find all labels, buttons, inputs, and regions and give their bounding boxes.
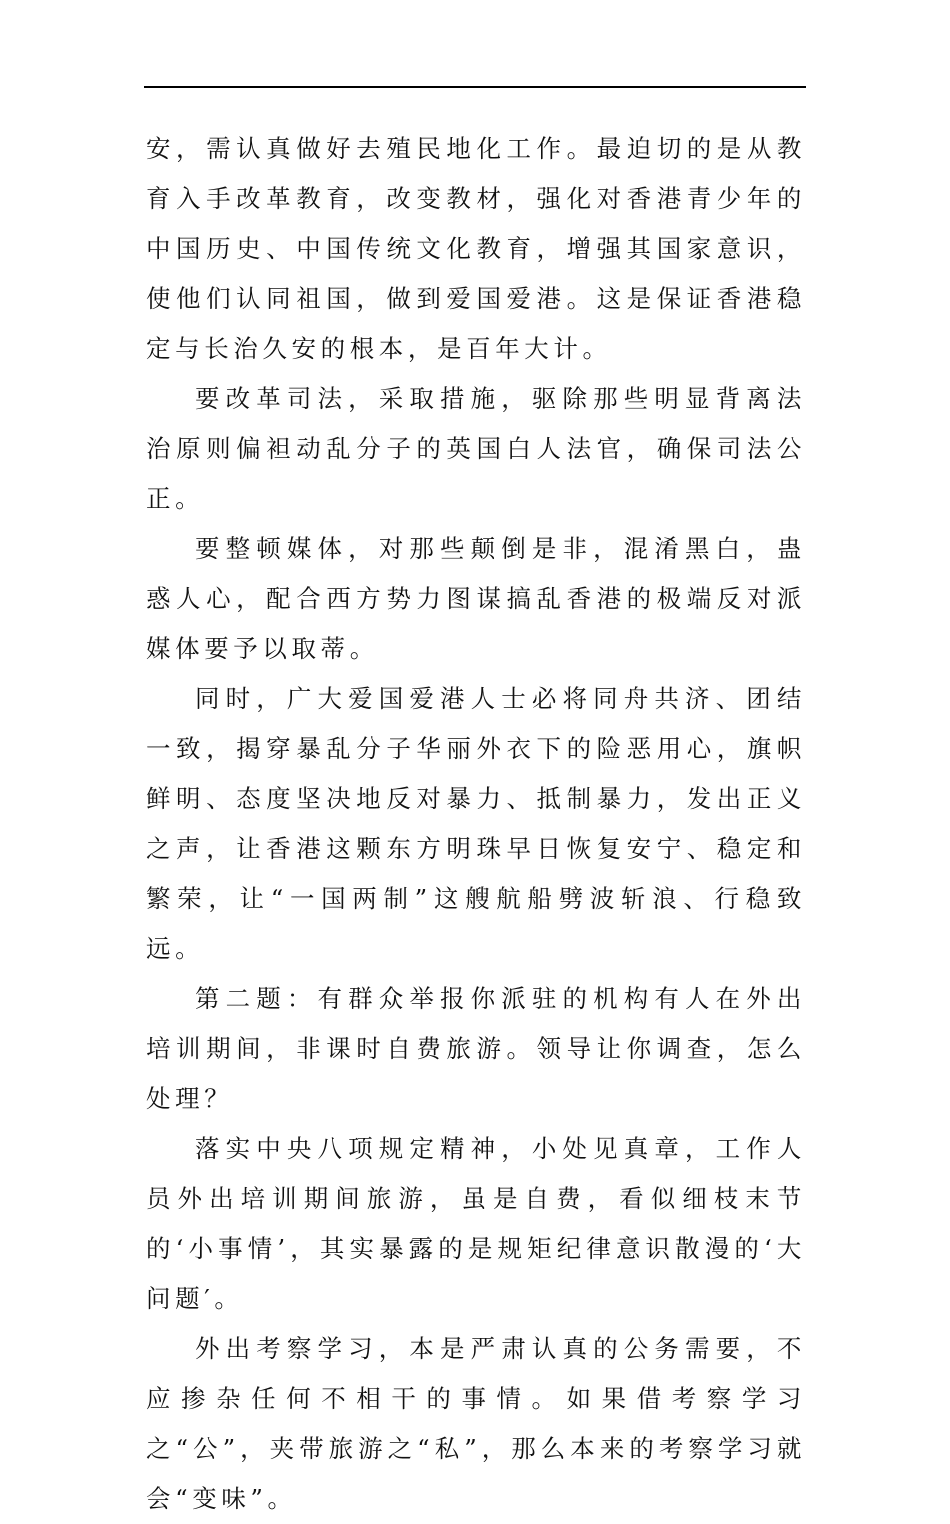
paragraph-eight-rules: 落实中央八项规定精神，小处见真章，工作人员外出培训期间旅游，虽是自费，看似细枝末节的‘小事情’，其实暴露的是规矩纪律意识散漫的‘大问题′。: [146, 1134, 806, 1313]
document-body: [146, 124, 806, 1524]
paragraph-media: 要整顿媒体，对那些颠倒是非，混淆黑白，蛊惑人心，配合西方势力图谋搞乱香港的极端反对派媒体要予以取蒂。: [146, 534, 806, 663]
header-rule: [144, 86, 806, 88]
paragraph-question-two: 第二题：有群众举报你派驻的机构有人在外出培训期间，非课时自费旅游。领导让你调查，怎么处理？: [146, 984, 806, 1113]
paragraph-continued: 安，需认真做好去殖民地化工作。最迫切的是从教育入手改革教育，改变教材，强化对香港青少年的中国历史、中国传统文化教育，增强其国家意识，使他们认同祖国，做到爱国爱港。这是保证香港稳定与长治久安的根本，是百年大计。: [146, 134, 806, 363]
paragraph-patriots: 同时，广大爱国爱港人士必将同舟共济、团结一致，揭穿暴乱分子华丽外衣下的险恶用心，旗帜鲜明、态度坚决地反对暴力、抵制暴力，发出正义之声，让香港这颗东方明珠早日恢复安宁、稳定和繁荣，让“一国两制”这艘航船劈波斩浪、行稳致远。: [146, 684, 806, 963]
paragraph-study-trip: 外出考察学习，本是严肃认真的公务需要，不应掺杂任何不相干的事情。如果借考察学习之“公”，夹带旅游之“私”，那么本来的考察学习就会“变味”。: [146, 1334, 806, 1513]
paragraph-judiciary: 要改革司法，采取措施，驱除那些明显背离法治原则偏袒动乱分子的英国白人法官，确保司法公正。: [146, 384, 806, 513]
